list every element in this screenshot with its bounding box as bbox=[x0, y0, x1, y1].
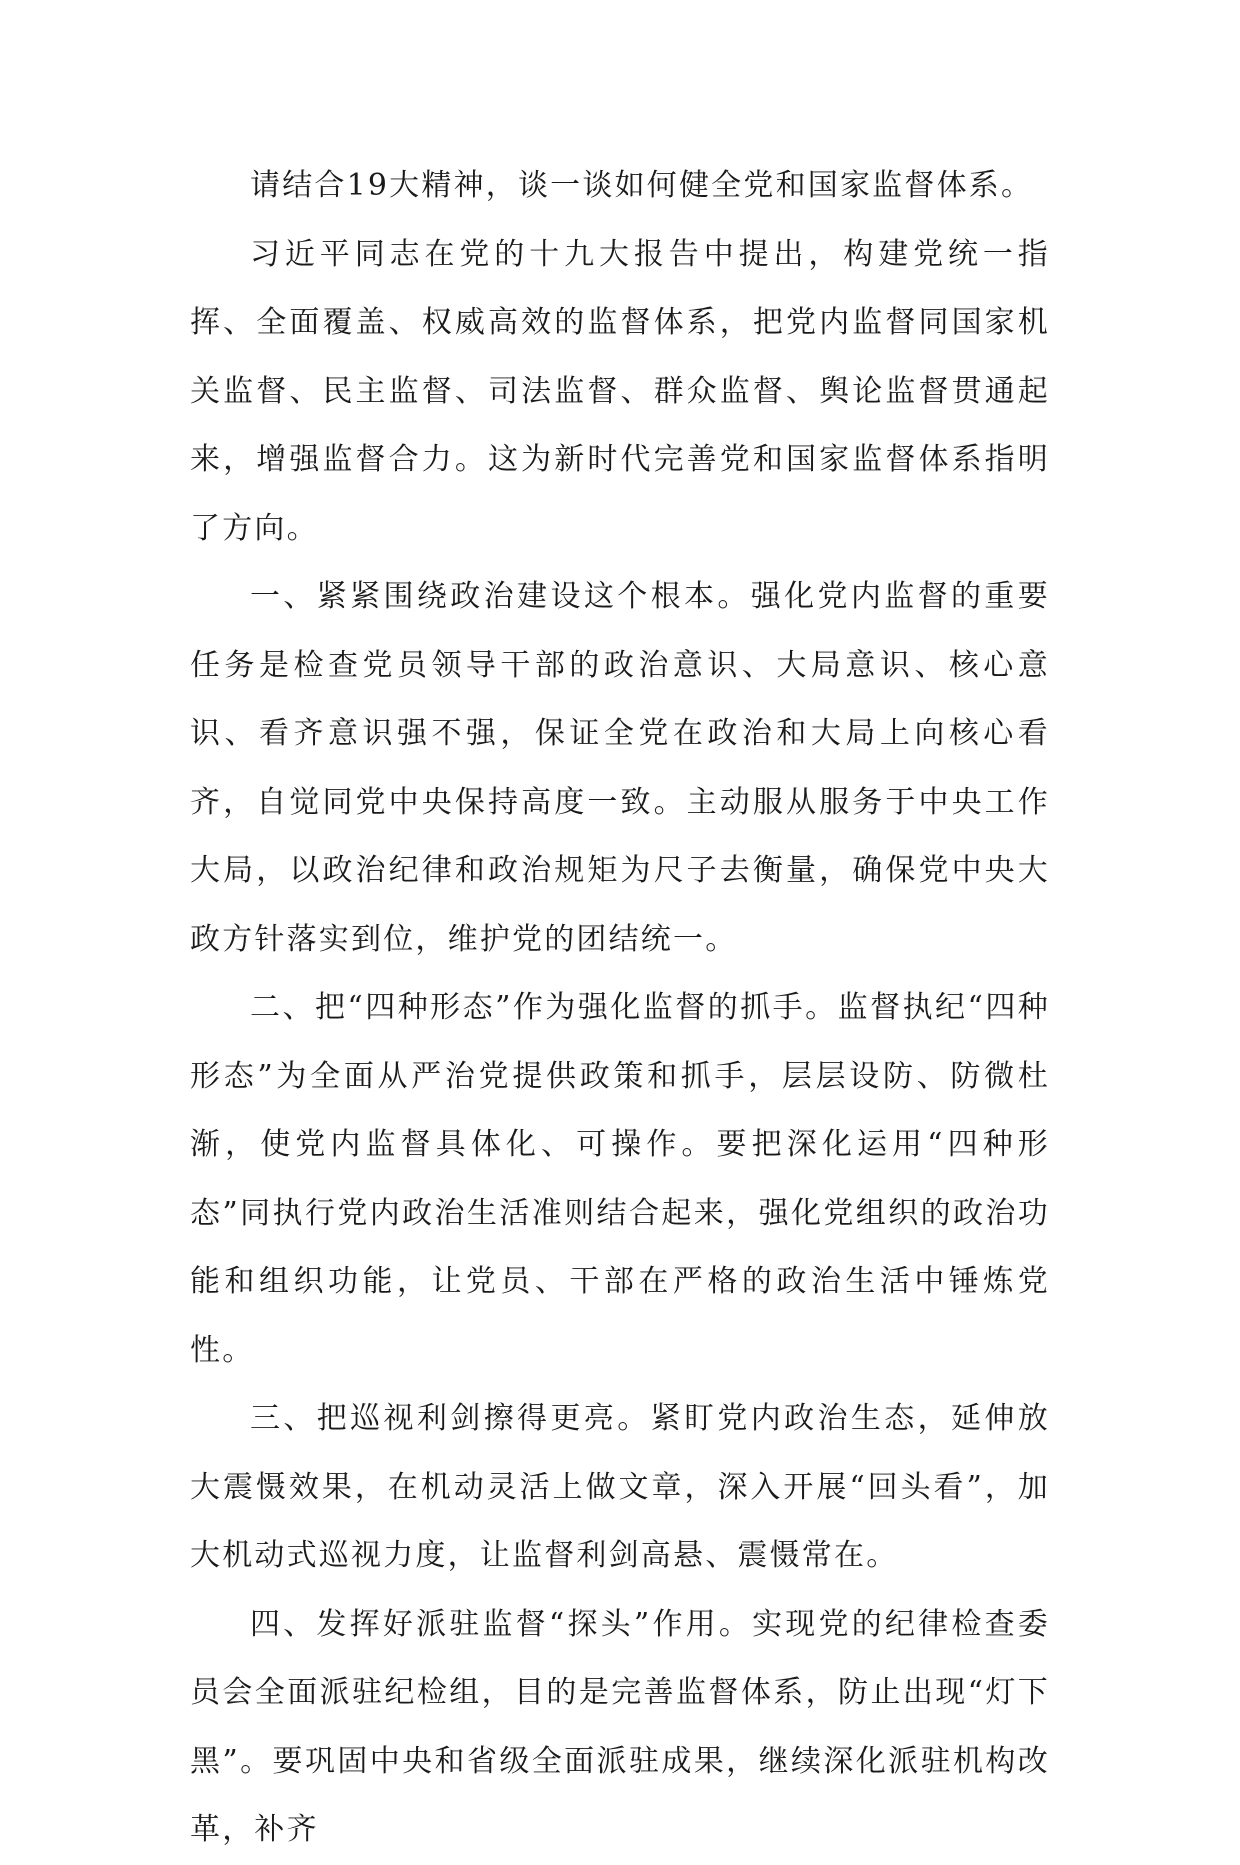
point-one-paragraph: 一、紧紧围绕政治建设这个根本。强化党内监督的重要任务是检查党员领导干部的政治意识、大局意识、核心意识、看齐意识强不强，保证全党在政治和大局上向核心看齐，自觉同党中央保持高度一致。主动服从服务于中央工作大局，以政治纪律和政治规矩为尺子去衡量，确保党中央大政方针落实到位，维护党的团结统一。 bbox=[190, 579, 1050, 957]
point-three-paragraph: 三、把巡视利剑擦得更亮。紧盯党内政治生态，延伸放大震慑效果，在机动灵活上做文章，深入开展“回头看”，加大机动式巡视力度，让监督利剑高悬、震慑常在。 bbox=[190, 1401, 1050, 1573]
question-paragraph: 请结合19大精神，谈一谈如何健全党和国家监督体系。 bbox=[250, 168, 1034, 203]
point-two-paragraph: 二、把“四种形态”作为强化监督的抓手。监督执纪“四种形态”为全面从严治党提供政策和抓手，层层设防、防微杜渐，使党内监督具体化、可操作。要把深化运用“四种形态”同执行党内政治生活准则结合起来，强化党组织的政治功能和组织功能，让党员、干部在严格的政治生活中锤炼党性。 bbox=[190, 990, 1050, 1368]
point-four-paragraph: 四、发挥好派驻监督“探头”作用。实现党的纪律检查委员会全面派驻纪检组，目的是完善监督体系，防止出现“灯下黑”。要巩固中央和省级全面派驻成果，继续深化派驻机构改革，补齐 bbox=[190, 1606, 1050, 1847]
intro-paragraph: 习近平同志在党的十九大报告中提出，构建党统一指挥、全面覆盖、权威高效的监督体系，把党内监督同国家机关监督、民主监督、司法监督、群众监督、舆论监督贯通起来，增强监督合力。这为新时代完善党和国家监督体系指明了方向。 bbox=[190, 236, 1050, 546]
document-body bbox=[190, 152, 1050, 1865]
